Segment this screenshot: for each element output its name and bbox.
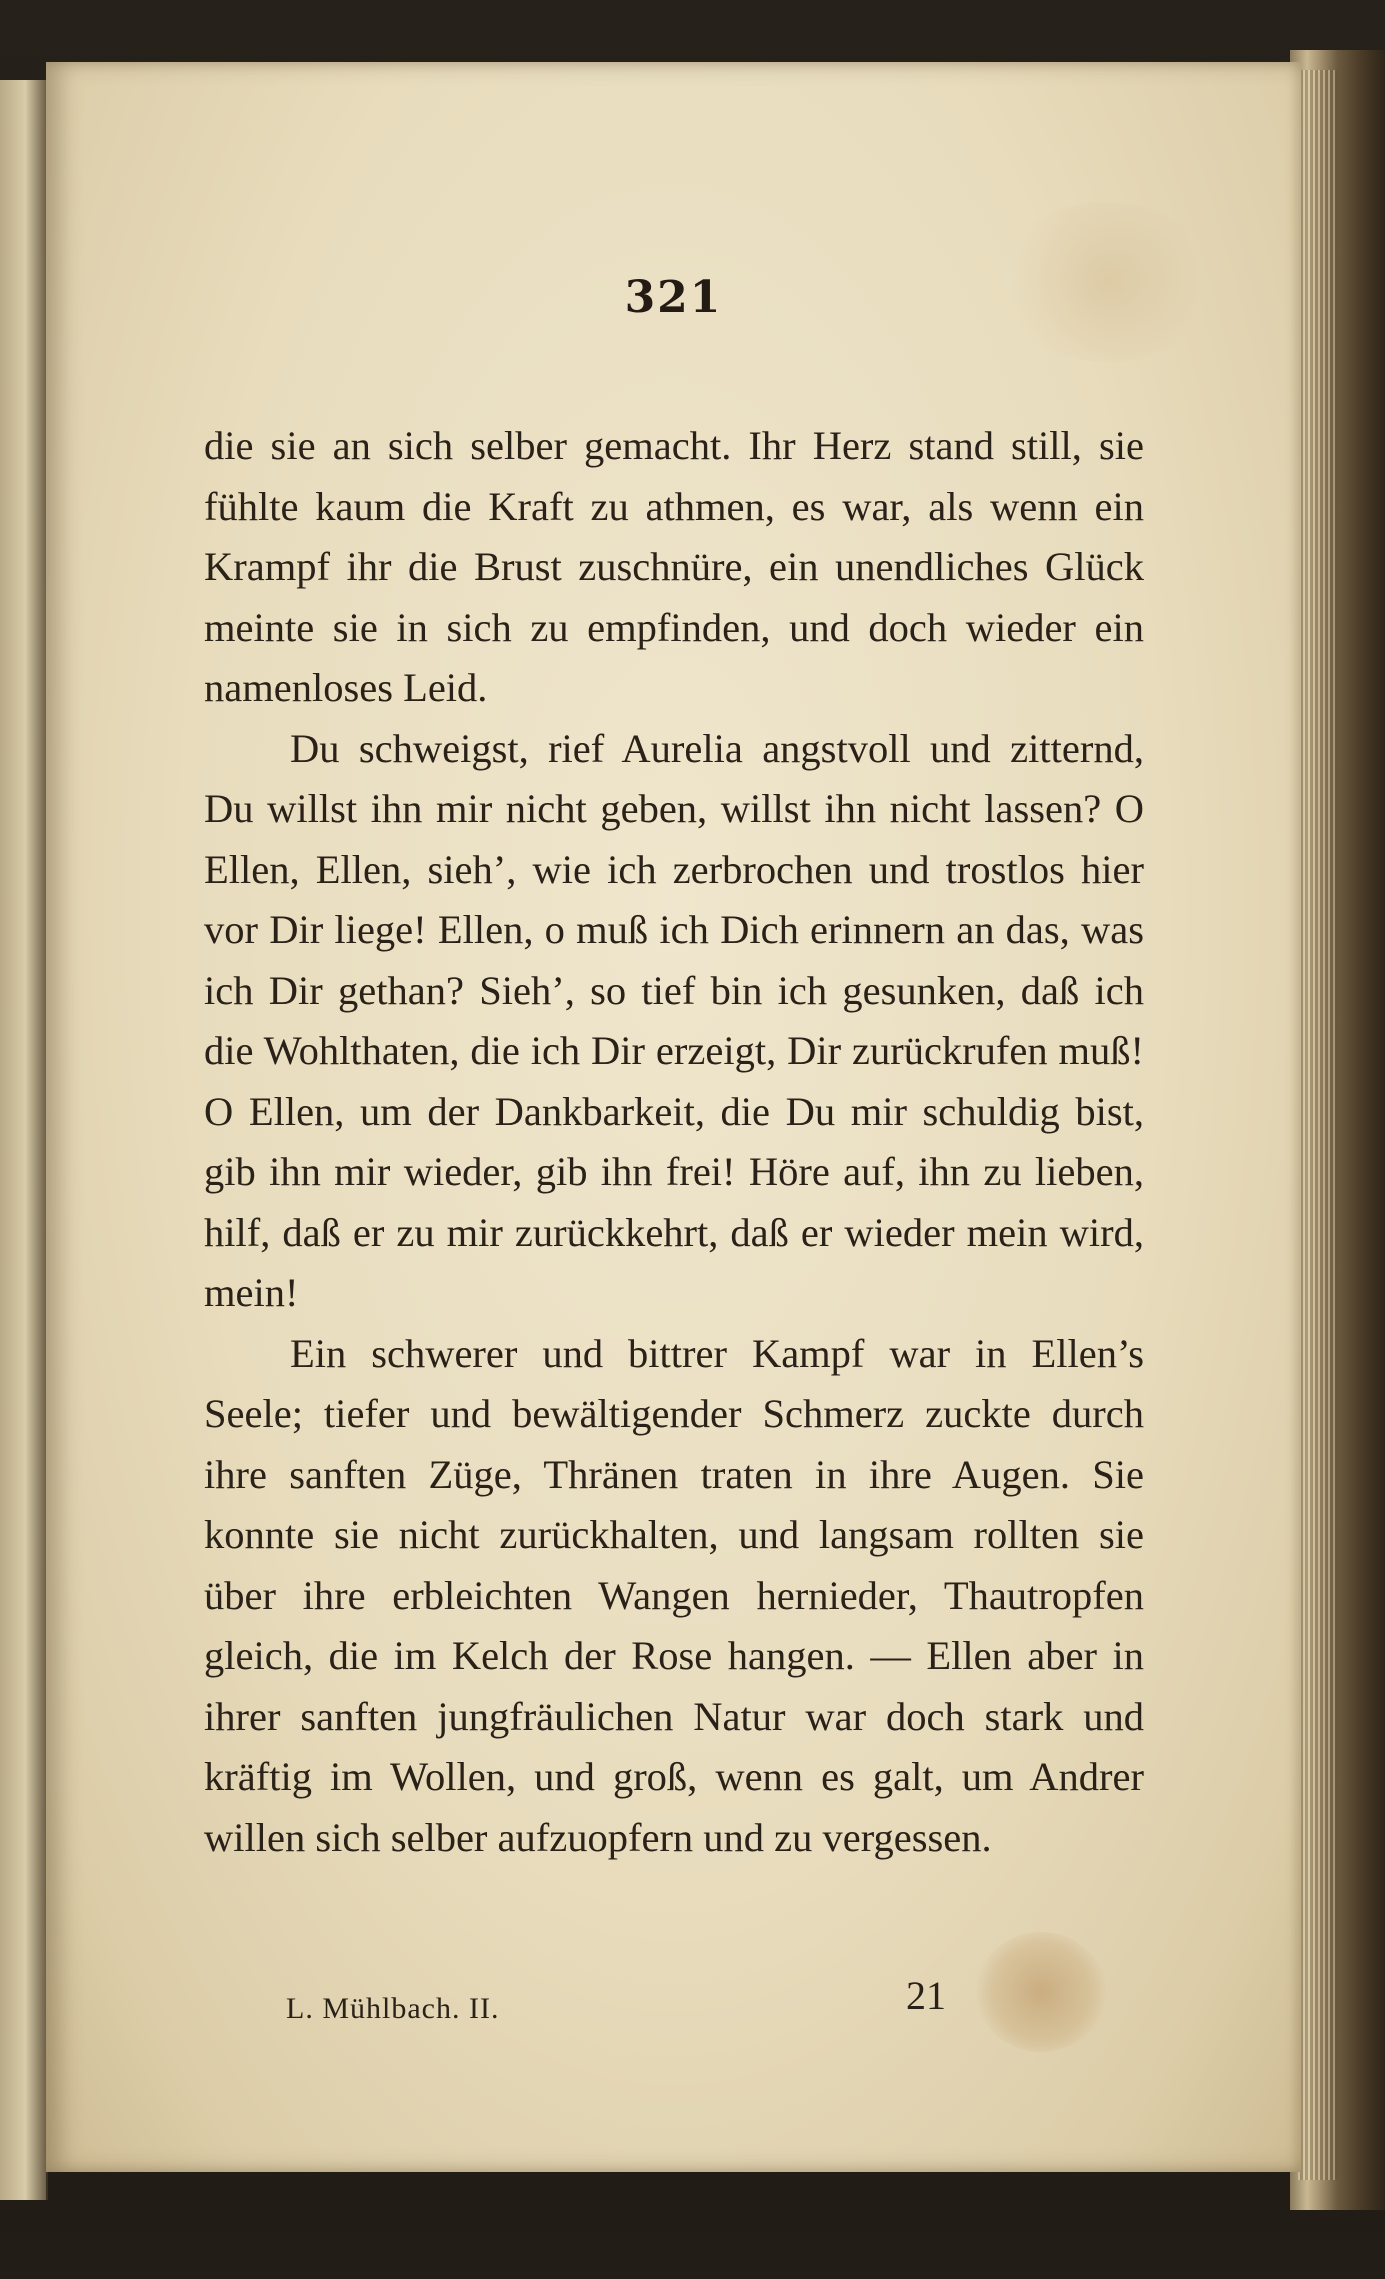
paper-stain bbox=[976, 1932, 1106, 2052]
sheet-number: 21 bbox=[906, 1973, 946, 2018]
page-number: 321 bbox=[624, 272, 723, 323]
book-page bbox=[46, 62, 1301, 2172]
paragraph: Du schweigst, rief Aurelia angstvoll und zitternd, Du willst ihn mir nicht geben, willst ihn nicht lassen? O Ellen, Ellen, sieh’, wie ich zerbrochen und trostlos hier vor Dir liege! Ellen, o muß ich Dich erinnern an das, was ich Dir gethan? Sieh’, so tief bin ich gesunken, daß ich die Wohlthaten, die ich Dir erzeigt, Dir zurückrufen muß! O Ellen, um der Dankbarkeit, die Du mir schuldig bist, gib ihn mir wieder, gib ihn frei! Höre auf, ihn zu lieben, hilf, daß er zu mir zurückkehrt, daß er wieder mein wird, mein! bbox=[204, 725, 1144, 1315]
previous-page-edge bbox=[0, 80, 48, 2200]
page-edge-lines bbox=[1298, 70, 1338, 2180]
signature-mark: L. Mühlbach. II. bbox=[286, 1992, 500, 2025]
book-page-edges bbox=[1290, 50, 1385, 2210]
body-text bbox=[204, 416, 1144, 1868]
paragraph: die sie an sich selber gemacht. Ihr Herz stand still, sie fühlte kaum die Kraft zu athmen, es war, als wenn ein Krampf ihr die Brust zuschnüre, ein unendliches Glück meinte sie in sich zu empfinden, und doch wieder ein namenloses Leid. bbox=[204, 423, 1144, 710]
paragraph: Ein schwerer und bittrer Kampf war in Ellen’s Seele; tiefer und bewältigender Schmerz zuckte durch ihre sanften Züge, Thränen traten in ihre Augen. Sie konnte sie nicht zurückhalten, und langsam rollten sie über ihre erbleichten Wangen hernieder, Thautropfen gleich, die im Kelch der Rose hangen. — Ellen aber in ihrer sanften jungfräulichen Natur war doch stark und kräftig im Wollen, und groß, wenn es galt, um Andrer willen sich selber aufzuopfern und zu vergessen. bbox=[204, 1330, 1144, 1860]
